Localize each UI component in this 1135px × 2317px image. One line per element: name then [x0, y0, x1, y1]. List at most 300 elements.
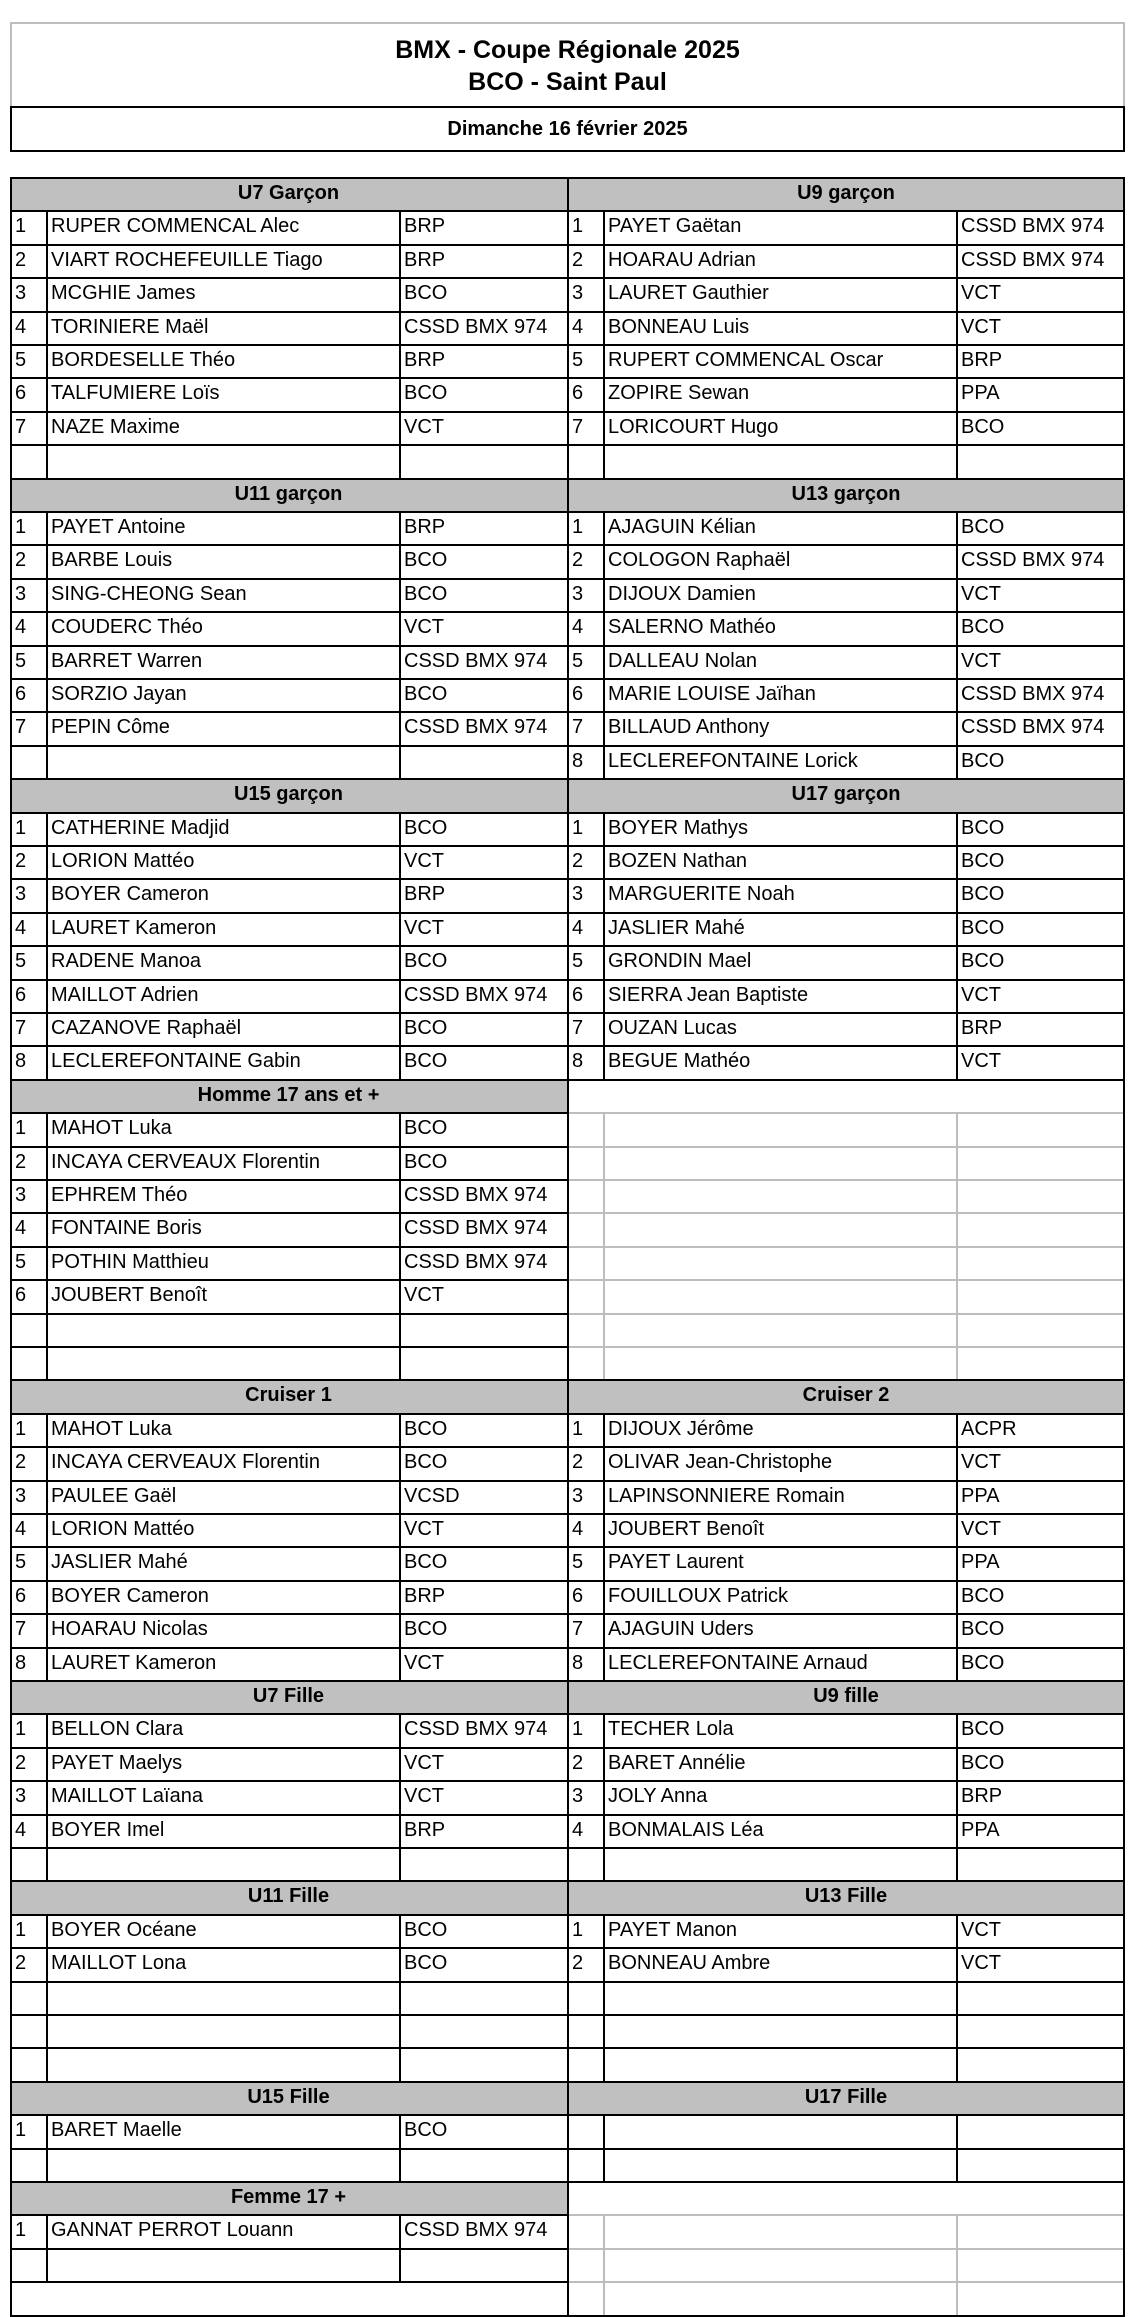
event-subtitle: BCO - Saint Paul [468, 68, 667, 96]
grid-line [956, 1012, 958, 1045]
table-row [10, 1346, 567, 1379]
grid-line [46, 1546, 48, 1579]
club-cell: ACPR [961, 1417, 1017, 1440]
rider-name-cell [603, 2047, 956, 2080]
category-header: U11 Fille [10, 1880, 567, 1913]
table-row [10, 1546, 567, 1579]
rank-cell: 5 [572, 649, 584, 672]
grid-line [46, 511, 48, 544]
club-cell: VCT [404, 616, 444, 639]
rank-cell [567, 1112, 603, 1145]
table-row [567, 979, 1125, 1012]
rider-name-cell: LAURET Kameron [51, 1651, 217, 1674]
grid-line [603, 1012, 605, 1045]
club-cell [956, 2114, 1125, 2147]
club-cell [956, 1112, 1125, 1145]
grid-line [399, 1179, 401, 1212]
rider-name-cell: MAHOT Luka [51, 1117, 172, 1140]
rank-cell: 3 [15, 1484, 27, 1507]
grid-line [567, 177, 569, 478]
rank-cell: 4 [572, 1818, 584, 1841]
rider-name-cell: POTHIN Matthieu [51, 1250, 209, 1273]
rider-name-cell [46, 1981, 399, 2014]
grid-line [603, 645, 605, 678]
rider-name-cell: OUZAN Lucas [608, 1017, 737, 1039]
grid-line [399, 1981, 401, 2014]
grid-line [603, 344, 605, 377]
rank-cell: 1 [15, 2119, 27, 2142]
rank-cell [567, 2148, 603, 2181]
grid-line [956, 377, 958, 410]
rider-name-cell [603, 1212, 956, 1245]
rider-name-cell: NAZE Maxime [51, 415, 180, 438]
rider-name-cell: RUPER COMMENCAL Alec [51, 215, 300, 238]
grid-line [399, 812, 401, 845]
grid-line [956, 344, 958, 377]
grid-line [603, 678, 605, 711]
table-row [567, 1279, 1125, 1312]
rider-name-cell: JOUBERT Benoît [608, 1518, 764, 1540]
table-row [567, 411, 1125, 444]
table-row [10, 1947, 567, 1980]
grid-line [567, 1680, 569, 1880]
grid-line [956, 1981, 958, 2014]
rider-name-cell: SALERNO Mathéo [608, 616, 776, 639]
grid-line [956, 1647, 958, 1680]
rank-cell: 1 [15, 215, 27, 238]
rider-name-cell [603, 1179, 956, 1212]
table-row [10, 2248, 567, 2281]
grid-line [603, 1045, 605, 1078]
grid-line [46, 1747, 48, 1780]
grid-line [46, 1580, 48, 1613]
grid-line [10, 778, 12, 1079]
rider-name-cell [46, 444, 399, 477]
rider-name-cell: RADENE Manoa [51, 950, 202, 973]
category-header: Homme 17 ans et + [10, 1079, 567, 1112]
club-cell: BCO [961, 1751, 1005, 1774]
grid-line [46, 945, 48, 978]
rank-cell: 1 [15, 816, 27, 839]
grid-line [399, 2148, 401, 2181]
grid-line [46, 1045, 48, 1078]
rank-cell: 2 [572, 1451, 584, 1474]
grid-line [399, 645, 401, 678]
grid-line [603, 1580, 605, 1613]
rank-cell [567, 1981, 603, 2014]
grid-line [603, 745, 605, 778]
rider-name-cell: MAILLOT Lona [51, 1952, 187, 1975]
rank-cell: 4 [15, 916, 27, 939]
rider-name-cell [46, 1847, 399, 1880]
grid-line [399, 1947, 401, 1980]
grid-line [956, 1413, 958, 1446]
rider-name-cell [603, 1313, 956, 1346]
grid-line [10, 1112, 567, 1114]
grid-line [1123, 478, 1125, 779]
grid-line [603, 1546, 605, 1579]
table-row [567, 1045, 1125, 1078]
rider-name-cell: TECHER Lola [608, 1718, 734, 1741]
rank-cell: 4 [15, 616, 27, 639]
grid-line [46, 979, 48, 1012]
club-cell: VCSD [404, 1484, 460, 1507]
rank-cell [567, 2014, 603, 2047]
rider-name-cell: INCAYA CERVEAUX Florentin [51, 1451, 320, 1474]
grid-line [46, 912, 48, 945]
grid-line [399, 1146, 401, 1179]
rider-name-cell [46, 745, 399, 778]
grid-line [603, 311, 605, 344]
club-cell: BRP [961, 1785, 1003, 1808]
club-cell: VCT [404, 1284, 444, 1307]
rider-name-cell: LORICOURT Hugo [608, 415, 779, 438]
grid-line [1123, 2181, 1125, 2315]
table-row [10, 1179, 567, 1212]
rank-cell: 6 [572, 683, 584, 705]
grid-line [567, 1713, 1125, 1715]
club-cell: VCT [961, 649, 1001, 672]
rider-name-cell: LAURET Kameron [51, 916, 217, 939]
table-row [10, 210, 567, 243]
rider-name-cell [46, 1346, 399, 1379]
grid-line [46, 1179, 48, 1212]
grid-line [956, 411, 958, 444]
table-row [10, 1146, 567, 1179]
grid-line [46, 377, 48, 410]
grid-line [399, 544, 401, 577]
rider-name-cell [603, 1847, 956, 1880]
rank-cell [567, 1246, 603, 1279]
category-header: U9 garçon [567, 177, 1125, 210]
rank-cell: 6 [572, 382, 584, 405]
grid-line [399, 2014, 401, 2047]
grid-line [46, 1914, 48, 1947]
table-row [10, 1647, 567, 1680]
grid-line [399, 210, 401, 243]
table-row [567, 1613, 1125, 1646]
table-row [567, 1780, 1125, 1813]
club-cell: BCO [404, 1417, 448, 1440]
grid-line [399, 1814, 401, 1847]
table-row [10, 1045, 567, 1078]
rank-cell [10, 2248, 46, 2281]
rider-name-cell: MAHOT Luka [51, 1417, 172, 1440]
grid-line [399, 1580, 401, 1613]
club-cell [399, 745, 567, 778]
club-cell: CSSD BMX 974 [961, 549, 1105, 572]
rank-cell: 4 [15, 1818, 27, 1841]
grid-line [10, 812, 567, 814]
table-row [567, 544, 1125, 577]
rank-cell: 2 [572, 248, 584, 271]
rank-cell: 4 [572, 916, 584, 939]
table-row [10, 411, 567, 444]
club-cell [956, 2148, 1125, 2181]
grid-line [956, 511, 958, 544]
rank-cell [10, 2014, 46, 2047]
rank-cell: 2 [15, 1952, 27, 1975]
grid-line [603, 444, 605, 477]
grid-line [603, 1413, 605, 1446]
club-cell: BRP [961, 349, 1003, 371]
grid-line [567, 1079, 569, 1380]
club-cell: BRP [961, 1017, 1003, 1039]
grid-line [1123, 177, 1125, 478]
rider-name-cell: PEPIN Côme [51, 716, 170, 739]
rank-cell: 1 [15, 1718, 27, 1741]
grid-line [46, 1146, 48, 1179]
grid-line [956, 1480, 958, 1513]
club-cell: BRP [404, 1818, 446, 1841]
grid-line [603, 945, 605, 978]
club-cell [399, 2047, 567, 2080]
table-row [567, 945, 1125, 978]
grid-line [956, 1112, 958, 1145]
rider-name-cell: CAZANOVE Raphaël [51, 1017, 242, 1039]
rank-cell: 3 [15, 582, 27, 605]
club-cell [956, 1212, 1125, 1245]
grid-line [399, 1747, 401, 1780]
rider-name-cell [46, 2248, 399, 2281]
club-cell: BCO [404, 382, 448, 405]
grid-line [10, 1880, 12, 2080]
grid-line [46, 1279, 48, 1312]
club-cell [956, 2214, 1125, 2247]
grid-line [603, 1914, 605, 1947]
table-row [567, 1446, 1125, 1479]
grid-line [603, 912, 605, 945]
rank-cell: 5 [15, 649, 27, 672]
table-row [10, 244, 567, 277]
grid-line [10, 2114, 567, 2116]
club-cell: CSSD BMX 974 [404, 1184, 548, 1206]
rank-cell: 1 [15, 1918, 27, 1941]
grid-line [956, 311, 958, 344]
rider-name-cell [603, 444, 956, 477]
table-row [10, 1814, 567, 1847]
grid-line [399, 1446, 401, 1479]
table-row [567, 1713, 1125, 1746]
club-cell [956, 1146, 1125, 1179]
grid-line [603, 845, 605, 878]
club-cell: CSSD BMX 974 [404, 716, 548, 739]
grid-line [1123, 2081, 1125, 2181]
rider-name-cell: SING-CHEONG Sean [51, 582, 247, 605]
table-row [10, 2214, 567, 2247]
grid-line [46, 411, 48, 444]
grid-line [10, 1379, 12, 1680]
rider-name-cell: BOYER Cameron [51, 1584, 209, 1607]
grid-line [46, 544, 48, 577]
rider-name-cell: LECLEREFONTAINE Gabin [51, 1050, 301, 1073]
grid-line [956, 2281, 958, 2314]
grid-line [46, 845, 48, 878]
grid-line [399, 745, 401, 778]
event-title: BMX - Coupe Régionale 2025 [395, 36, 740, 64]
rider-name-cell [603, 1112, 956, 1145]
club-cell: VCT [404, 916, 444, 939]
table-row [10, 1847, 567, 1880]
table-row [10, 611, 567, 644]
grid-line [567, 1379, 569, 1680]
grid-line [956, 1279, 958, 1312]
table-row [567, 344, 1125, 377]
club-cell [956, 444, 1125, 477]
grid-line [46, 1446, 48, 1479]
rank-cell [567, 2114, 603, 2147]
table-row [567, 1546, 1125, 1579]
grid-line [399, 444, 401, 477]
club-cell: PPA [961, 382, 1000, 405]
grid-line [603, 1713, 605, 1746]
rider-name-cell: BILLAUD Anthony [608, 716, 770, 739]
club-cell: BCO [404, 683, 448, 705]
club-cell: BRP [404, 1584, 446, 1607]
club-cell: BRP [404, 248, 446, 271]
table-row [567, 210, 1125, 243]
grid-line [956, 1212, 958, 1245]
rider-name-cell: SORZIO Jayan [51, 683, 187, 705]
club-cell: VCT [404, 415, 444, 438]
rank-cell: 5 [15, 1551, 27, 1574]
grid-line [956, 678, 958, 711]
table-row [10, 979, 567, 1012]
grid-line [567, 1914, 1125, 1916]
rank-cell [10, 444, 46, 477]
rank-cell: 3 [15, 1184, 27, 1206]
table-row [10, 578, 567, 611]
rider-name-cell: LORION Mattéo [51, 850, 195, 872]
rider-name-cell: BONMALAIS Léa [608, 1818, 764, 1841]
table-row [567, 711, 1125, 744]
grid-line [46, 1413, 48, 1446]
rank-cell: 5 [572, 349, 584, 371]
grid-line [956, 2148, 958, 2181]
grid-line [603, 611, 605, 644]
rank-cell: 6 [15, 1584, 27, 1607]
grid-line [567, 1112, 1125, 1114]
rank-cell: 2 [15, 850, 27, 872]
table-row [567, 645, 1125, 678]
grid-line [603, 1279, 605, 1312]
grid-line [399, 411, 401, 444]
grid-line [399, 979, 401, 1012]
rider-name-cell: LAPINSONNIERE Romain [608, 1484, 845, 1507]
rider-name-cell: HOARAU Nicolas [51, 1618, 208, 1641]
table-row [567, 1146, 1125, 1179]
club-cell: VCT [404, 1651, 444, 1674]
rider-name-cell [46, 2148, 399, 2181]
club-cell: BCO [404, 1952, 448, 1975]
rank-cell: 7 [15, 415, 27, 438]
table-row [567, 912, 1125, 945]
club-cell: BRP [404, 516, 446, 538]
club-cell [399, 1847, 567, 1880]
grid-line [956, 611, 958, 644]
table-row [10, 2014, 567, 2047]
rank-cell: 8 [572, 749, 584, 772]
rank-cell: 5 [15, 349, 27, 371]
rider-name-cell: VIART ROCHEFEUILLE Tiago [51, 248, 323, 271]
rider-name-cell: PAYET Antoine [51, 516, 186, 538]
rider-name-cell [46, 2047, 399, 2080]
table-row [567, 2014, 1125, 2047]
table-row [10, 277, 567, 310]
table-row [567, 1346, 1125, 1379]
rank-cell [10, 1981, 46, 2014]
rank-cell [567, 1346, 603, 1379]
rider-name-cell [603, 2214, 956, 2247]
club-cell [399, 2014, 567, 2047]
club-cell: VCT [404, 1518, 444, 1540]
grid-line [603, 878, 605, 911]
table-row [10, 1981, 567, 2014]
grid-line [399, 1413, 401, 1446]
table-row [567, 1513, 1125, 1546]
grid-line [46, 1112, 48, 1145]
club-cell: CSSD BMX 974 [404, 315, 548, 338]
grid-line [567, 210, 1125, 212]
rider-name-cell [603, 2248, 956, 2281]
grid-line [46, 2014, 48, 2047]
grid-line [603, 2114, 605, 2147]
grid-line [603, 711, 605, 744]
grid-line [399, 1112, 401, 1145]
club-cell: BCO [404, 549, 448, 572]
grid-line [10, 1680, 12, 1880]
grid-line [956, 1146, 958, 1179]
grid-line [46, 1981, 48, 2014]
club-cell: BCO [404, 1117, 448, 1140]
grid-line [956, 1513, 958, 1546]
grid-line [10, 1079, 12, 1380]
rider-name-cell: TALFUMIERE Loïs [51, 382, 220, 405]
rider-name-cell: MAILLOT Laïana [51, 1785, 203, 1808]
club-cell: BCO [404, 1050, 448, 1073]
club-cell: VCT [961, 1518, 1001, 1540]
grid-line [46, 2047, 48, 2080]
grid-line [10, 1713, 567, 1715]
club-cell [399, 1981, 567, 2014]
grid-line [10, 2181, 12, 2315]
grid-line [956, 2214, 958, 2247]
table-row [567, 511, 1125, 544]
category-header: Femme 17 + [10, 2181, 567, 2214]
grid-line [603, 1446, 605, 1479]
rank-cell: 2 [572, 549, 584, 572]
table-row [10, 544, 567, 577]
rank-cell: 2 [15, 1751, 27, 1774]
title-block [10, 22, 1125, 106]
rank-cell: 7 [15, 716, 27, 739]
club-cell: BCO [961, 916, 1005, 939]
club-cell: BCO [404, 282, 448, 305]
category-header: U13 garçon [567, 478, 1125, 511]
rank-cell: 3 [572, 582, 584, 605]
grid-line [46, 1647, 48, 1680]
grid-line [603, 2248, 605, 2281]
grid-line [1123, 1680, 1125, 1880]
grid-line [603, 1613, 605, 1646]
grid-line [399, 277, 401, 310]
grid-line [567, 1880, 569, 2080]
category-header: Cruiser 2 [567, 1379, 1125, 1412]
rank-cell: 5 [572, 1551, 584, 1574]
club-cell [399, 2248, 567, 2281]
grid-line [399, 2114, 401, 2147]
grid-line [603, 1947, 605, 1980]
